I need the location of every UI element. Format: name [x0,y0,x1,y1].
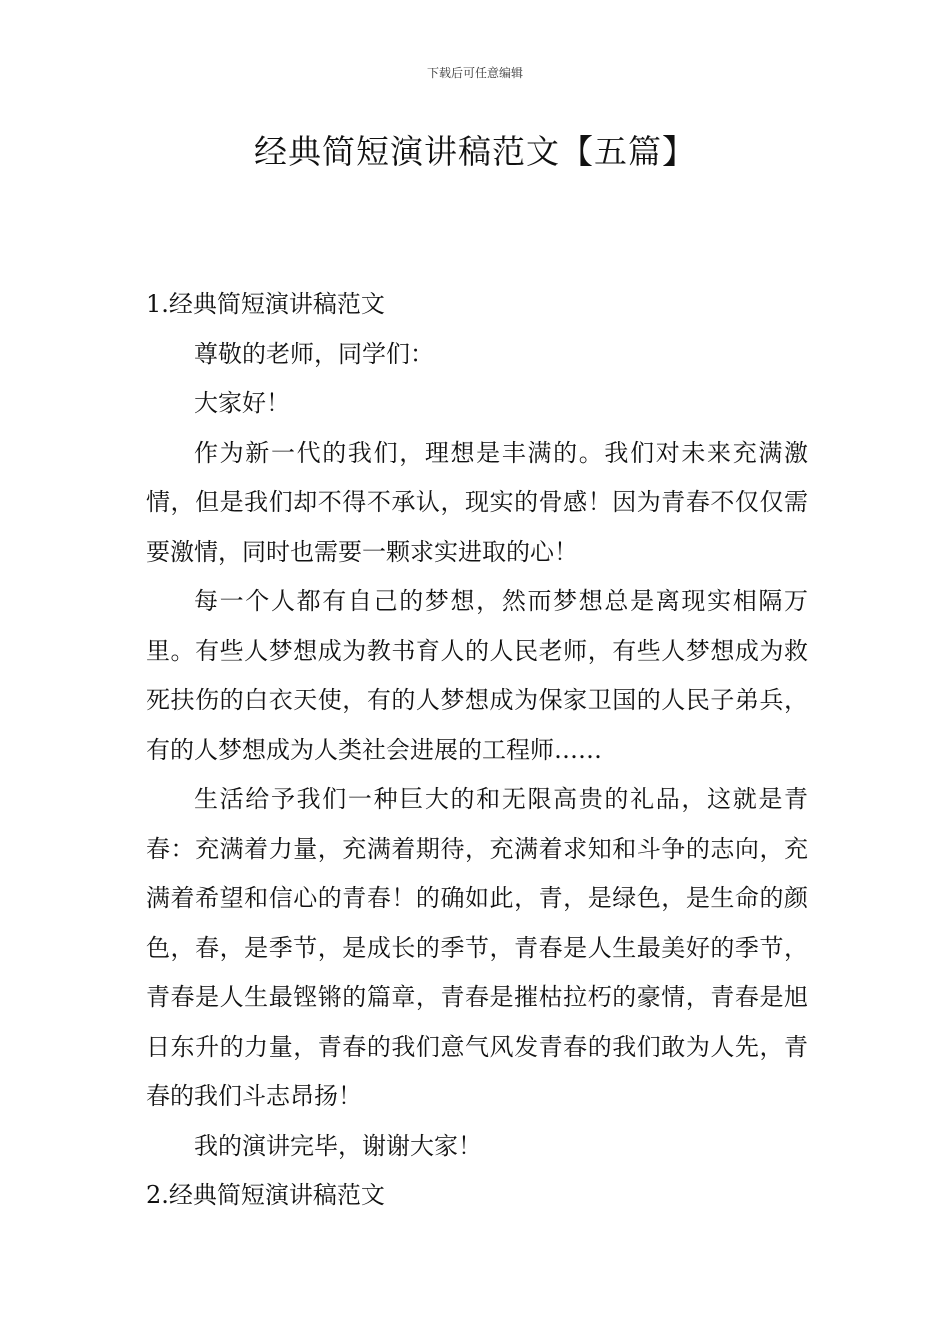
hello-line: 大家好！ [194,389,290,417]
document-title: 经典简短演讲稿范文【五篇】 [254,132,696,171]
paragraph-dreams: 每一个人都有自己的梦想，然而梦想总是离现实相隔万里。有些人梦想成为教书育人的人民老师，有些人梦想成为救死扶伤的白衣天使，有的人梦想成为保家卫国的人民子弟兵，有的人梦想成为人类社会进展的工程师…… [146,587,808,764]
paragraph-ideals: 作为新一代的我们，理想是丰满的。我们对未来充满激情，但是我们却不得不承认，现实的骨感！因为青春不仅仅需要激情，同时也需要一颗求实进取的心！ [146,438,808,566]
greeting-line: 尊敬的老师，同学们： [194,339,434,368]
paragraph-youth: 生活给予我们一种巨大的和无限高贵的礼品，这就是青春：充满着力量，充满着期待，充满着求知和斗争的志向，充满着希望和信心的青春！的确如此，青，是绿色，是生命的颜色，春，是季节，是成长的季节，青春是人生最美好的季节，青春是人生最铿锵的篇章，青春是摧枯拉朽的豪情，青春是旭日东升的力量，青春的我们意气风发青春的我们敢为人先，青春的我们斗志昂扬！ [146,785,808,1110]
page-header-note: 下载后可任意编辑 [426,66,523,80]
document-body [146,280,808,1221]
section-heading-2: 2.经典简短演讲稿范文 [146,1181,385,1209]
closing-line: 我的演讲完毕，谢谢大家！ [194,1131,482,1160]
section-heading-1: 1.经典简短演讲稿范文 [146,290,385,318]
